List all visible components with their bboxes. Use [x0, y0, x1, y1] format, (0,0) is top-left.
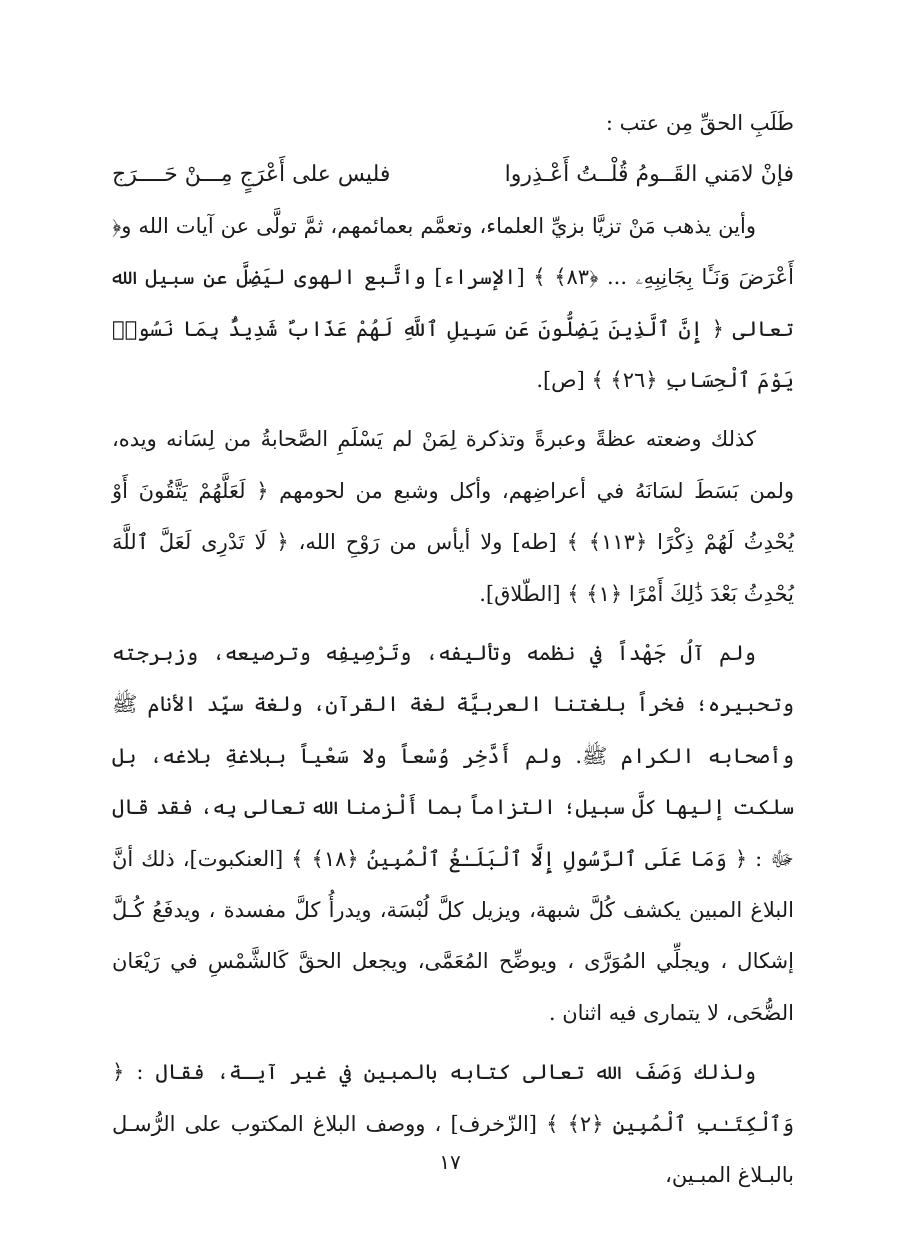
poem-verse — [112, 149, 794, 200]
page-number: ١٧ — [439, 1150, 461, 1174]
poem-second-hemistich: فليس على أَعْرَجٍ مِـــنْ حَــــرَج — [112, 162, 391, 188]
body-text — [112, 98, 794, 1202]
paragraph-2: كذلك وضعته عظةً وعبرةً وتذكرة لِمَنْ لم يَسْلَمِ الصَّحابةُ من لِسَانه ويده، ولمن بَسَطَ لسَانَهُ في أعراضِهم، وأكل وشبع من لحومهم ﴿ لَعَلَّهُمْ يَتَّقُونَ أَوْ يُحْدِثُ لَهُمْ ذِكْرًا ﴿١١٣﴾ ﴾ [طه] ولا أيأس من رَوْحِ الله، ﴿ لَا تَدْرِى لَعَلَّ ٱللَّهَ يُحْدِثُ بَعْدَ ذَٰلِكَ أَمْرًا ﴿١﴾ ﴾ [الطّلاق]. — [112, 427, 794, 606]
section-heading: طَلَبِ الحقِّ مِن عتب : — [605, 111, 794, 135]
poem-first-hemistich: فإنْ لامَني القَــومُ قُلْــتُ أَعْـذِروا — [504, 162, 794, 188]
paragraph-1: وأين يذهب مَنْ تزيَّا بزيِّ العلماء، وتعمَّم بعمائمهم، ثمَّ تولَّى عن آيات الله و﴿ أَعْرَضَ وَنَـَٔا بِجَانِبِهِۦ ... ﴿٨٣﴾ ﴾ [الإسراء] واتَّبع الهوى ليَضِلَّ عن سبيل الله تعالى ﴿ إِنَّ ٱلَّذِينَ يَضِلُّونَ عَن سَبِيلِ ٱللَّهِ لَهُمْ عَذَابٌ شَدِيدٌۢ بِمَا نَسُوا۟ يَوْمَ ٱلْحِسَابِ ﴿٢٦﴾ ﴾ [ص]. — [112, 213, 794, 392]
paragraph-3: ولم آلُ جَهْداً في نظمه وتأليفه، وتَرْصِيفِه وترصيعه، وزبرجته وتحبيره؛ فخراً بلغتنا العربيَّة لغة القرآن، ولغة سيِّد الأنام ﷺ وأصحابه الكرام ﷺ. ولم أَدَّخِر وُسْعاً ولا سَعْياً ببلاغةِ بلاغه، بل سلكت إليها كلَّ سبيل؛ التزاماً بما أَلْزمنا الله تعالى بِه، فقد قال ﷻ : ﴿ وَمَا عَلَى ٱلرَّسُولِ إِلَّا ٱلْبَلَـٰغُ ٱلْمُبِينُ ﴿١٨﴾ ﴾ [العنكبوت]، ذلك أنَّ البلاغ المبين يكشف كُلَّ شبهة، ويزيل كلَّ لُبْسَة، ويدرأُ كلَّ مفسدة ، ويدفَعُ كُـلَّ إشكال ، ويجلِّي المُوَرَّى ، ويوضِّح المُعَمَّى، ويجعل الحقَّ كَالشَّمْسِ في رَيْعَان الضُّحَى، لا يتمارى فيه اثنان . — [112, 641, 794, 1025]
paragraph-4: ولذلك وَصَفَ الله تعالى كتابه بالمبين في غير آيـة، فقال : ﴿ وَٱلْكِتَـٰبِ ٱلْمُبِينِ ﴿٢﴾ ﴾ [الزّخرف] ، ووصف البلاغ المكتوب على الرُّسـل بالبـلاغ المبـين، — [112, 1060, 794, 1188]
